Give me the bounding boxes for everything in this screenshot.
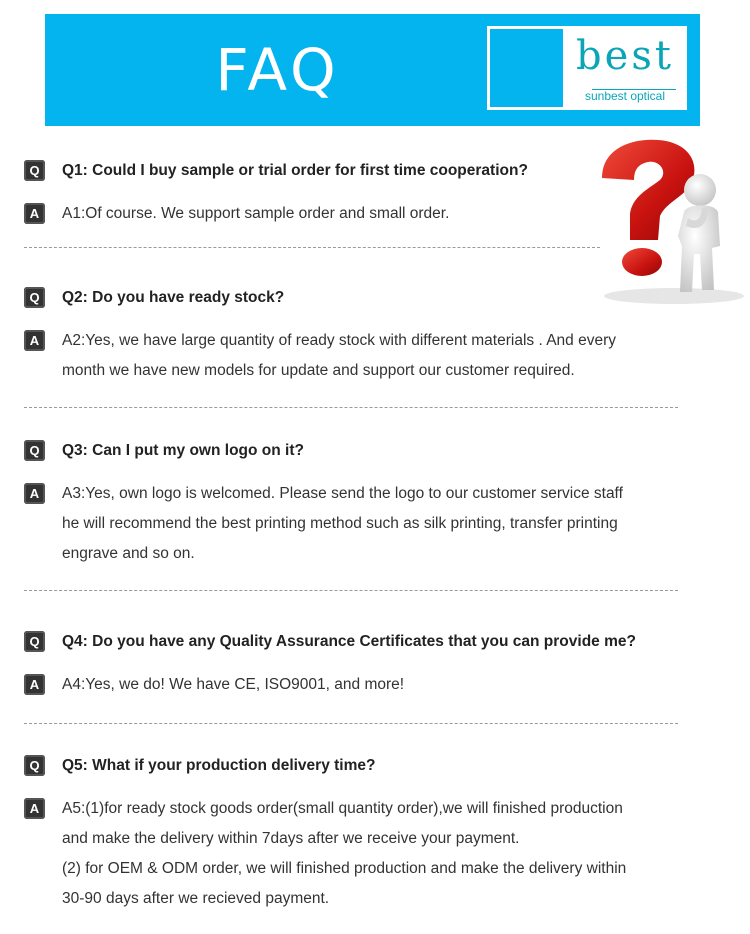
faq-4-question (24, 631, 636, 652)
faq-question-text: Q1: Could I buy sample or trial order for first time cooperation? (62, 162, 528, 179)
faq-answer-text (62, 479, 623, 569)
faq-1-answer (24, 203, 449, 229)
faq-2-answer (24, 330, 616, 386)
question-figure-icon (596, 138, 750, 308)
faq-question-text: Q3: Can I put my own logo on it? (62, 442, 304, 459)
page-title: FAQ (215, 36, 340, 104)
answer-badge: A (24, 674, 45, 695)
faq-question-text: Q5: What if your production delivery time? (62, 757, 376, 774)
question-badge: Q (24, 160, 45, 181)
logo-subtitle: sunbest optical (584, 89, 666, 103)
answer-line: (2) for OEM & ODM order, we will finished production and make the delivery within (62, 860, 627, 877)
faq-5-answer (24, 798, 626, 914)
answer-badge: A (24, 483, 45, 504)
faq-2-question (24, 287, 284, 308)
faq-4-answer (24, 674, 404, 700)
faq-5-question (24, 755, 375, 776)
divider (24, 407, 678, 408)
faq-answer-text (62, 670, 404, 700)
answer-line: month we have new models for update and support our customer required. (62, 362, 575, 379)
question-badge: Q (24, 440, 45, 461)
answer-badge: A (24, 203, 45, 224)
answer-line: and make the delivery within 7days after we receive your payment. (62, 830, 520, 847)
answer-line: he will recommend the best printing method such as silk printing, transfer printing (62, 515, 618, 532)
faq-1-question (24, 160, 528, 181)
faq-answer-text (62, 199, 449, 229)
answer-line: A1:Of course. We support sample order and small order. (62, 205, 450, 222)
faq-3-question (24, 440, 304, 461)
answer-line: engrave and so on. (62, 545, 195, 562)
question-badge: Q (24, 631, 45, 652)
answer-line: A3:Yes, own logo is welcomed. Please send the logo to our customer service staff (62, 485, 623, 502)
answer-line: A2:Yes, we have large quantity of ready stock with different materials . And every (62, 332, 616, 349)
brand-logo (563, 26, 687, 110)
answer-badge: A (24, 330, 45, 351)
question-badge: Q (24, 287, 45, 308)
faq-answer-text (62, 326, 616, 386)
faq-question-text: Q2: Do you have ready stock? (62, 289, 285, 306)
divider (24, 723, 678, 724)
answer-line: A5:(1)for ready stock goods order(small quantity order),we will finished production (62, 800, 623, 817)
divider (24, 247, 600, 248)
faq-answer-text (62, 794, 626, 914)
faq-question-text: Q4: Do you have any Quality Assurance Certificates that you can provide me? (62, 633, 636, 650)
faq-3-answer (24, 483, 623, 569)
divider (24, 590, 678, 591)
question-badge: Q (24, 755, 45, 776)
answer-line: 30-90 days after we recieved payment. (62, 890, 330, 907)
logo-wordmark: best (576, 33, 674, 79)
answer-line: A4:Yes, we do! We have CE, ISO9001, and more! (62, 676, 405, 693)
answer-badge: A (24, 798, 45, 819)
